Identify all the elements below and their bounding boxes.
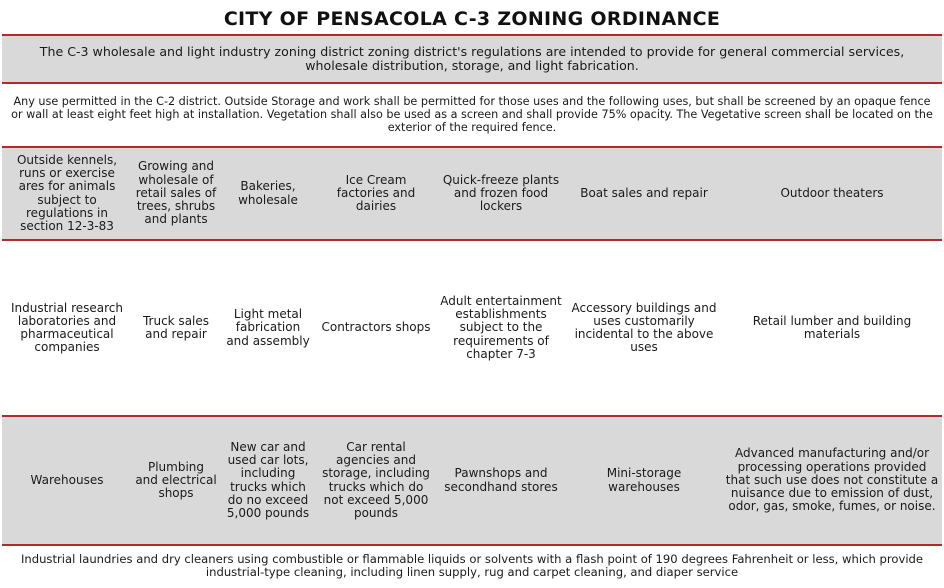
industrial-laundries-note	[2, 548, 942, 584]
district-intro-text: The C-3 wholesale and light industry zoning district zoning district's regulations are intended to provide for general commercial services, wholesale distribution, storage, and light fabrication.	[39, 44, 905, 73]
permitted-uses-statement	[2, 92, 942, 136]
use-cell: Outdoor theaters	[780, 185, 884, 200]
use-cell: Boat sales and repair	[580, 185, 708, 200]
use-cell: Outside kennels, runs or exercise ares for animals subject to regulations in section 12-3-83	[16, 152, 118, 233]
use-cell: Pawnshops and secondhand stores	[444, 466, 558, 494]
use-cell: Bakeries, wholesale	[238, 179, 298, 207]
use-cell: New car and used car lots, including trucks which do no exceed 5,000 pounds	[226, 439, 310, 520]
uses-row-2	[2, 241, 942, 415]
use-cell: Plumbing and electrical shops	[135, 459, 217, 501]
district-intro	[2, 34, 942, 84]
use-cell: Warehouses	[30, 472, 104, 487]
use-cell: Contractors shops	[321, 320, 431, 335]
use-cell: Industrial research laboratories and pharmaceutical companies	[10, 300, 123, 355]
use-cell: Light metal fabrication and assembly	[226, 307, 310, 348]
use-cell: Retail lumber and building materials	[752, 313, 912, 341]
use-cell: Accessory buildings and uses customarily incidental to the above uses	[571, 300, 717, 355]
use-cell: Car rental agencies and storage, including trucks which do not exceed 5,000 pounds	[322, 439, 430, 520]
uses-row-1	[2, 146, 942, 241]
use-cell: Truck sales and repair	[142, 313, 210, 341]
use-cell: Advanced manufacturing and/or processing operations provided that such use does not constitute a nuisance due to emission of dust, odor, gas, smoke, fumes, or noise.	[725, 446, 939, 514]
use-cell: Ice Cream factories and dairies	[336, 172, 416, 214]
use-cell: Growing and wholesale of retail sales of trees, shrubs and plants	[135, 159, 217, 227]
uses-row-3	[2, 415, 942, 546]
page-title: CITY OF PENSACOLA C-3 ZONING ORDINANCE	[223, 8, 721, 30]
use-cell: Adult entertainment establishments subject to the requirements of chapter 7-3	[440, 293, 562, 361]
industrial-laundries-text: Industrial laundries and dry cleaners using combustible or flammable liquids or solvents with a flash point of 190 degrees Fahrenheit or less, which provide industrial-type cleaning, including linen supply, rug and carpet cleaning, and diaper service	[20, 552, 924, 579]
use-cell: Mini-storage warehouses	[606, 466, 682, 494]
use-cell: Quick-freeze plants and frozen food lockers	[442, 172, 560, 214]
permitted-uses-text: Any use permitted in the C-2 district. Outside Storage and work shall be permitted for those uses and the following uses, but shall be screened by an opaque fence or wall at least eight feet high at installation. Vegetation shall also be used as a screen and shall provide 75% opacity. The Vegetative screen shall be located on the exterior of the required fence.	[11, 94, 933, 134]
